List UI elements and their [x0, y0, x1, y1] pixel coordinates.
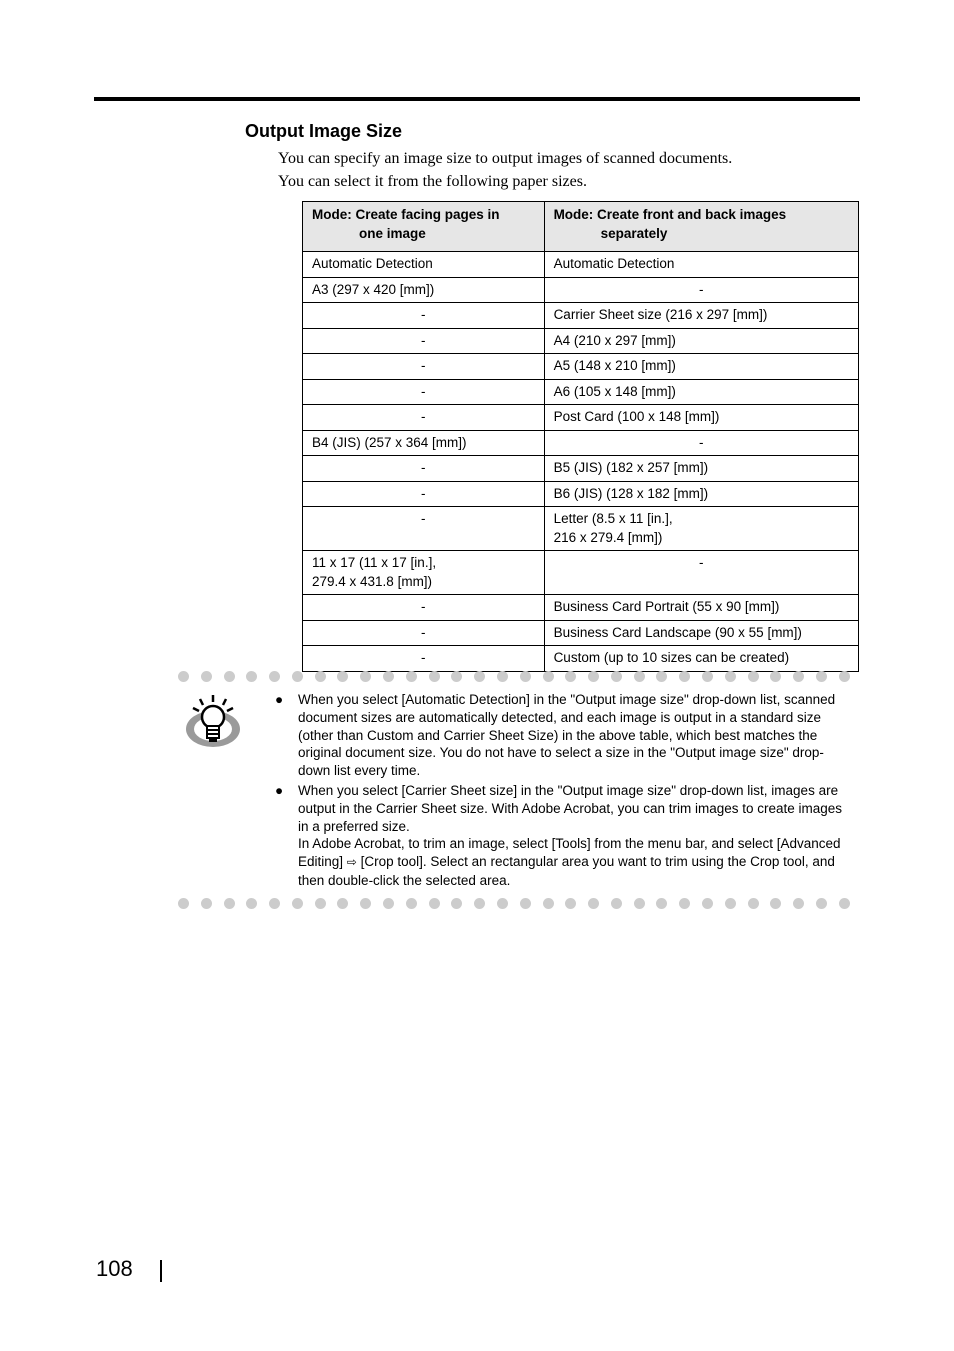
divider-dot [839, 898, 850, 909]
hint-note-text: When you select [Automatic Detection] in the "Output image size" drop-down list, scanned document sizes are automatically detected, and each image is output in a standard size (other than Custom and Carrier Sheet Size) in the above table, which best matches the original document size. You do not have to select a size in the "Output image size" drop-down list every time. [298, 692, 836, 779]
page-number: 108 [96, 1256, 133, 1281]
divider-dot [201, 898, 212, 909]
divider-dot [702, 898, 713, 909]
divider-dot [315, 671, 326, 682]
divider-dot [201, 671, 212, 682]
divider-dot [816, 898, 827, 909]
divider-dot [360, 898, 371, 909]
divider-dot [656, 898, 667, 909]
divider-dot [429, 898, 440, 909]
divider-dot [497, 898, 508, 909]
table-row [303, 405, 859, 431]
cell-facing-pages: - [303, 328, 545, 354]
divider-dot [474, 671, 485, 682]
divider-dot [497, 671, 508, 682]
cell-front-back: B5 (JIS) (182 x 257 [mm]) [544, 456, 858, 482]
cell-front-back: - [544, 430, 858, 456]
cell-facing-pages: - [303, 646, 545, 672]
hint-note-text: When you select [Carrier Sheet size] in the "Output image size" drop-down list, images are output in the Carrier Sheet size. With Adobe Acrobat, you can trim images to create images in a preferred size. [298, 782, 843, 834]
cell-front-back: - [544, 551, 858, 595]
table-row [303, 456, 859, 482]
divider-dot [770, 898, 781, 909]
divider-dot [224, 898, 235, 909]
intro-line: You can specify an image size to output images of scanned documents. [278, 150, 733, 167]
divider-dot [269, 898, 280, 909]
divider-dot [725, 898, 736, 909]
divider-dot [383, 671, 394, 682]
divider-dot [269, 671, 280, 682]
divider-dot [748, 898, 759, 909]
divider-dot [383, 898, 394, 909]
divider-dot [793, 898, 804, 909]
cell-front-back: Automatic Detection [544, 252, 858, 278]
table-row [303, 507, 859, 551]
divider-dot [679, 898, 690, 909]
table-row [303, 620, 859, 646]
divider-dot [178, 671, 189, 682]
divider-dot [565, 671, 576, 682]
arrow-right-icon: ⇨ [346, 855, 357, 870]
cell-front-back: Post Card (100 x 148 [mm]) [544, 405, 858, 431]
divider-dot [543, 898, 554, 909]
divider-dot [429, 671, 440, 682]
divider-dot [702, 671, 713, 682]
cell-facing-pages: 11 x 17 (11 x 17 [in.], 279.4 x 431.8 [mm]) [303, 551, 545, 595]
table-row [303, 303, 859, 329]
table-row [303, 277, 859, 303]
divider-dot [634, 898, 645, 909]
cell-facing-pages: - [303, 456, 545, 482]
divider-dot [315, 898, 326, 909]
table-row [303, 595, 859, 621]
divider-dot [588, 671, 599, 682]
table-body [303, 252, 859, 672]
cell-facing-pages: - [303, 354, 545, 380]
divider-dot [565, 898, 576, 909]
bullet: ● [275, 782, 284, 798]
divider-dot [656, 671, 667, 682]
table-header-row [303, 202, 859, 252]
divider-dot [816, 671, 827, 682]
cell-facing-pages: - [303, 620, 545, 646]
cell-facing-pages: A3 (297 x 420 [mm]) [303, 277, 545, 303]
divider-dot [451, 671, 462, 682]
cell-front-back: Letter (8.5 x 11 [in.], 216 x 279.4 [mm]) [544, 507, 858, 551]
table-row [303, 430, 859, 456]
table-row [303, 252, 859, 278]
dotted-divider-top [178, 671, 850, 683]
page-divider [160, 1260, 162, 1282]
table-row [303, 481, 859, 507]
divider-dot [611, 671, 622, 682]
cell-facing-pages: - [303, 303, 545, 329]
divider-dot [611, 898, 622, 909]
header-facing-pages: Mode: Create facing pages in one image [303, 202, 545, 252]
paper-size-table [302, 201, 859, 672]
cell-facing-pages: - [303, 595, 545, 621]
divider-dot [634, 671, 645, 682]
hint-note [275, 782, 855, 890]
divider-dot [770, 671, 781, 682]
divider-dot [360, 671, 371, 682]
hint-notes [275, 691, 855, 892]
divider-dot [588, 898, 599, 909]
divider-dot [520, 671, 531, 682]
divider-dot [451, 898, 462, 909]
intro-text [278, 147, 732, 193]
section-title: Output Image Size [245, 121, 403, 141]
cell-front-back: Business Card Portrait (55 x 90 [mm]) [544, 595, 858, 621]
table-row [303, 379, 859, 405]
cell-facing-pages: - [303, 507, 545, 551]
top-rule [94, 97, 860, 101]
divider-dot [474, 898, 485, 909]
divider-dot [246, 671, 257, 682]
divider-dot [246, 898, 257, 909]
bullet: ● [275, 692, 284, 707]
table-row [303, 354, 859, 380]
header-front-back: Mode: Create front and back images separately [544, 202, 858, 252]
dotted-divider-bottom [178, 898, 850, 910]
table-row [303, 551, 859, 595]
cell-facing-pages: Automatic Detection [303, 252, 545, 278]
divider-dot [337, 898, 348, 909]
cell-front-back: Custom (up to 10 sizes can be created) [544, 646, 858, 672]
hint-note [275, 691, 855, 780]
divider-dot [679, 671, 690, 682]
lightbulb-hint-icon [183, 693, 243, 753]
cell-front-back: A4 (210 x 297 [mm]) [544, 328, 858, 354]
table-row [303, 328, 859, 354]
divider-dot [292, 898, 303, 909]
divider-dot [406, 898, 417, 909]
divider-dot [793, 671, 804, 682]
divider-dot [178, 898, 189, 909]
divider-dot [337, 671, 348, 682]
divider-dot [406, 671, 417, 682]
cell-facing-pages: - [303, 481, 545, 507]
intro-line: You can select it from the following paper sizes. [278, 173, 587, 190]
cell-front-back: A6 (105 x 148 [mm]) [544, 379, 858, 405]
cell-front-back: Carrier Sheet size (216 x 297 [mm]) [544, 303, 858, 329]
cell-facing-pages: - [303, 405, 545, 431]
divider-dot [725, 671, 736, 682]
cell-facing-pages: B4 (JIS) (257 x 364 [mm]) [303, 430, 545, 456]
divider-dot [224, 671, 235, 682]
divider-dot [543, 671, 554, 682]
cell-front-back: Business Card Landscape (90 x 55 [mm]) [544, 620, 858, 646]
cell-facing-pages: - [303, 379, 545, 405]
hint-note-text: In Adobe Acrobat, to trim an image, select [Tools] from the menu bar, and select [Advanced Editing] ⇨ [Crop tool]. Select an rectangular area you want to trim using the Crop tool, and then double-click the selected area. [298, 836, 841, 888]
table-row [303, 646, 859, 672]
divider-dot [839, 671, 850, 682]
divider-dot [748, 671, 759, 682]
cell-front-back: - [544, 277, 858, 303]
divider-dot [292, 671, 303, 682]
cell-front-back: A5 (148 x 210 [mm]) [544, 354, 858, 380]
divider-dot [520, 898, 531, 909]
cell-front-back: B6 (JIS) (128 x 182 [mm]) [544, 481, 858, 507]
